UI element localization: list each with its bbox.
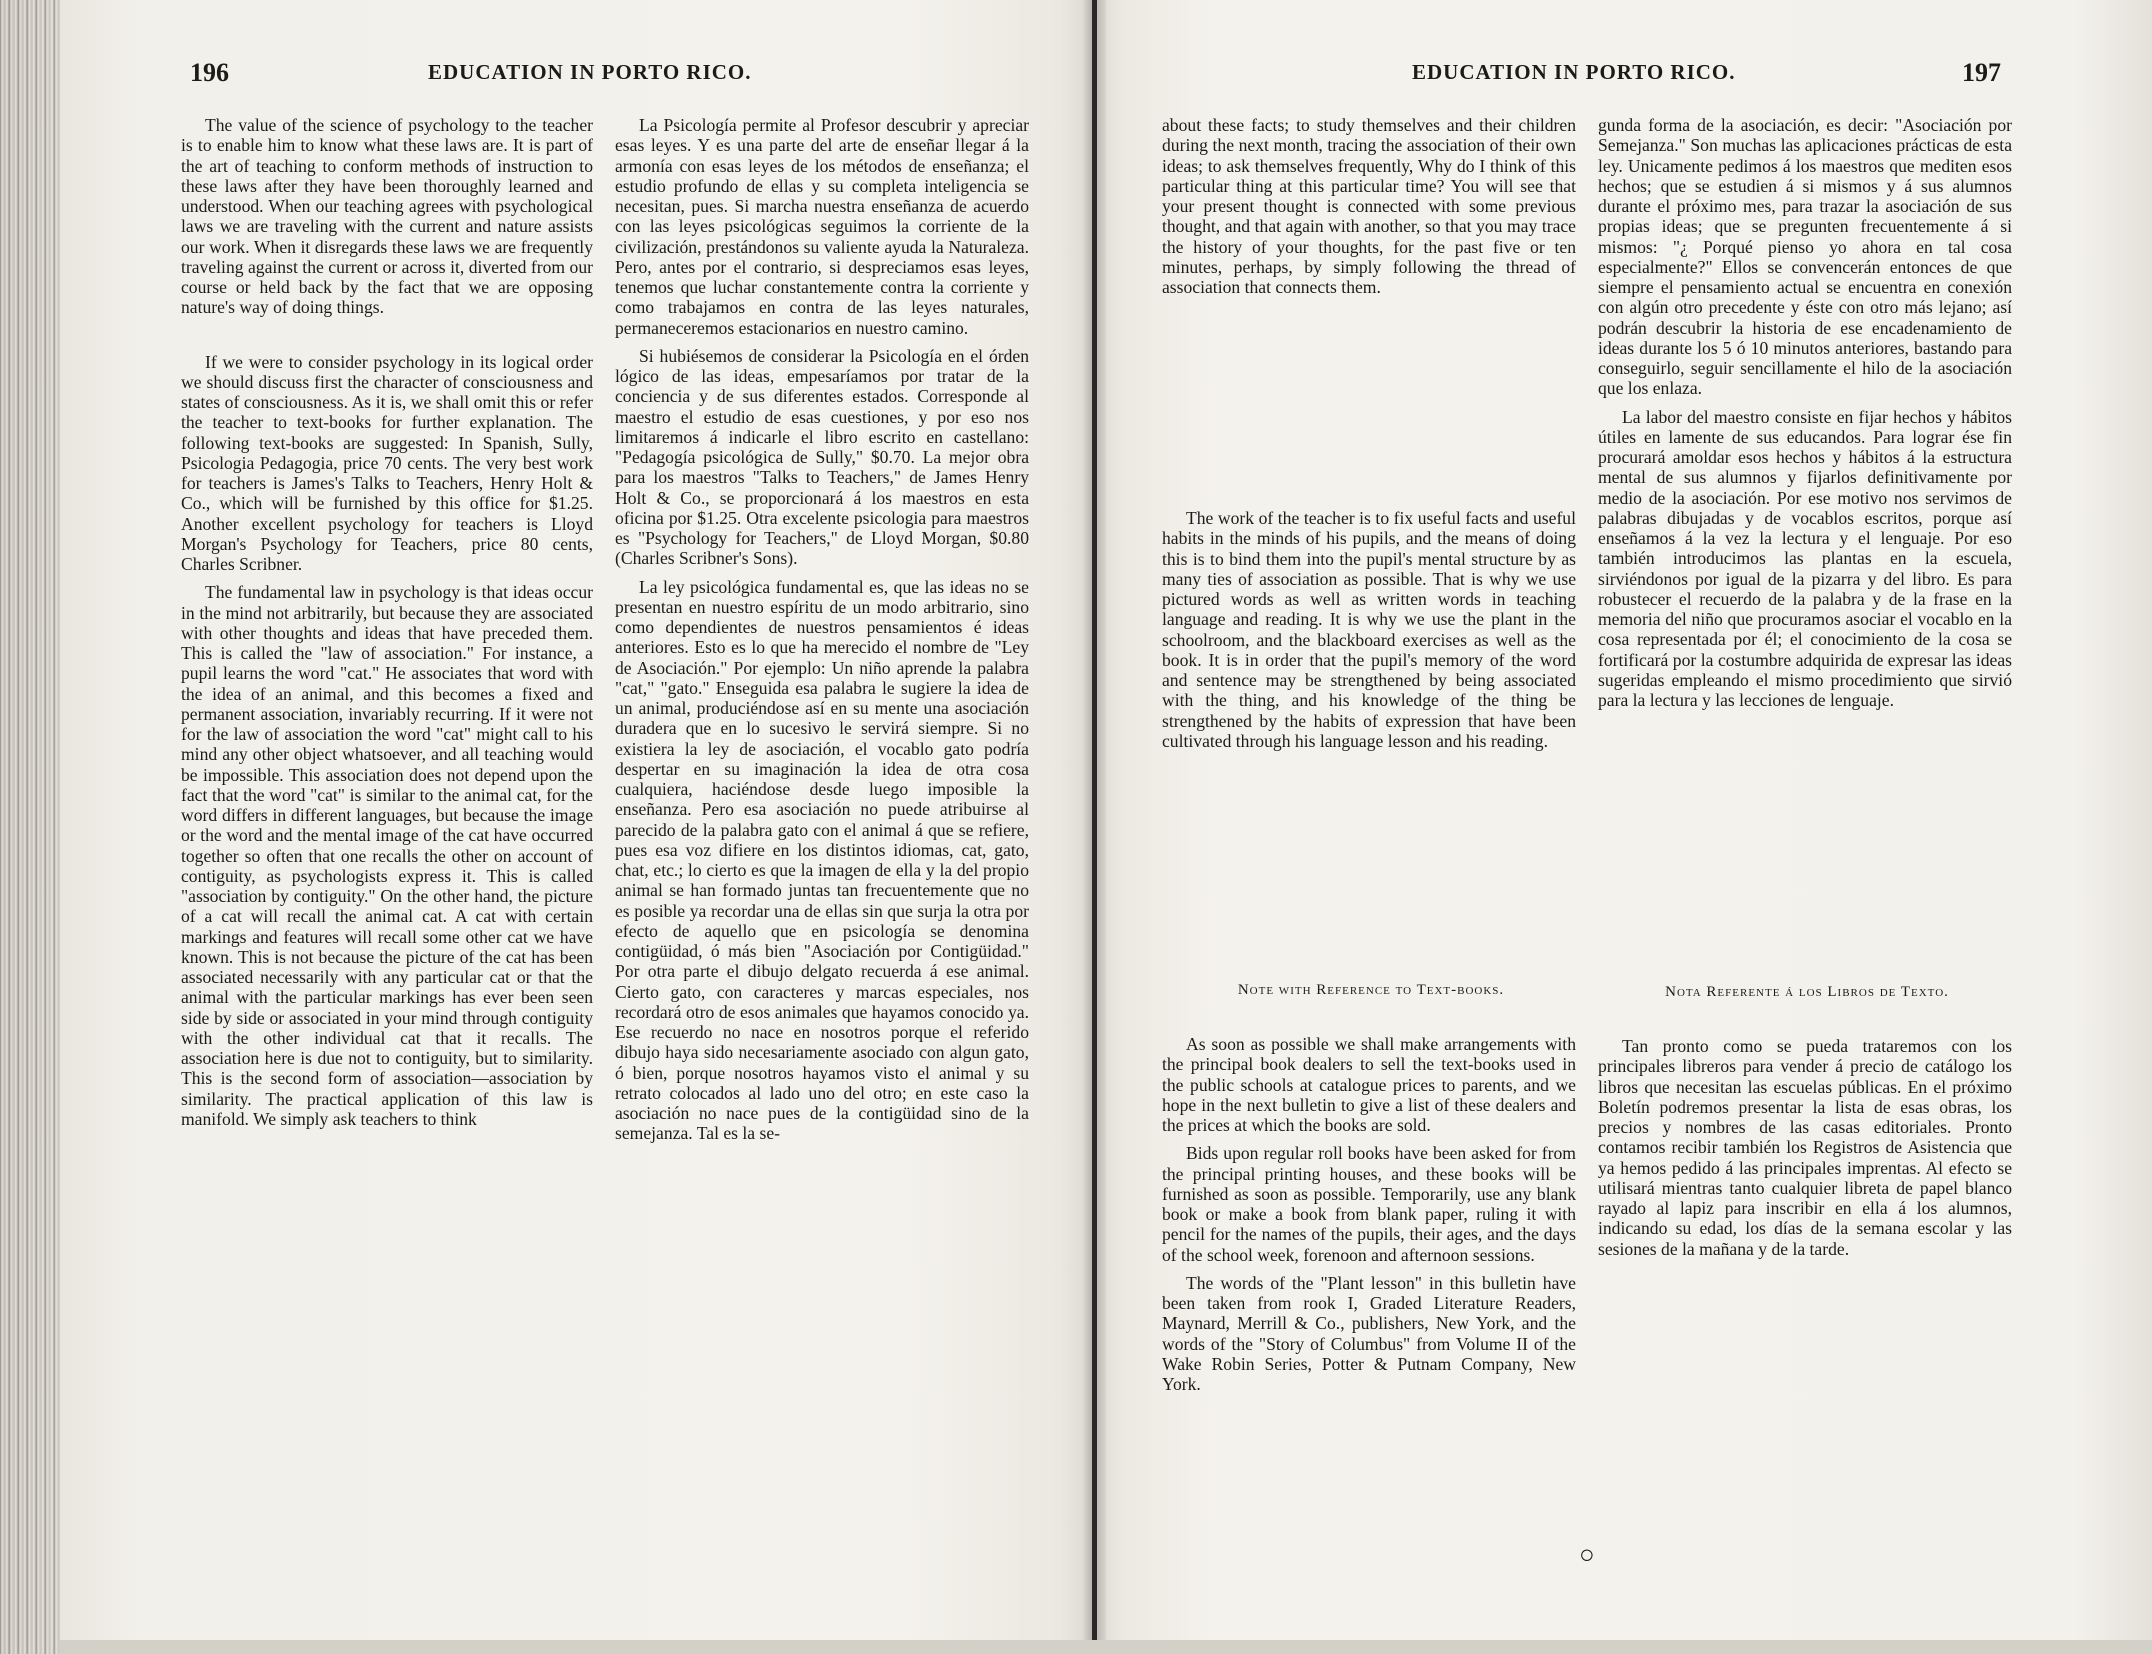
note-column-spanish — [1598, 1036, 2012, 1259]
book-edge — [0, 0, 60, 1654]
paragraph: gunda forma de la asociación, es decir: "Asociación por Semejanza." Son muchas las aplicaciones prácticas de esta ley. Unicamente pedimos á los maestros que mediten esos hechos; que se estudien á si mismos y á sus alumnos durante el próximo mes, para trazar la asociación de sus propias ideas; que se pregunten frecuentemente á si mismos: "¿ Porqué pienso yo ahora en tal cosa especialmente?" Ellos se convencerán entonces de que siempre el pensamiento actual se encuentra en conexión con algún otro precedente y éste con otro más lejano; así podrán descubrir la historia de ese encadenamiento de ideas durante los 5 ó 10 minutos anteriores, bastando para conseguirlo, seguir sencillamente el hilo de la asociación que los enlaza. — [1598, 115, 2012, 399]
running-head-right: EDUCATION IN PORTO RICO. — [1412, 60, 1736, 84]
paragraph: Tan pronto como se pueda trataremos con los principales libreros para vender á precio de catálogo los libros que necesitan las escuelas públicas. En el próximo Boletín podremos presentar la lista de esas obras, los precios y nombres de las casas editoriales. Pronto contamos recibir también los Registros de Asistencia que ya hemos pedido á las principales imprentas. Al efecto se utilisará mientras tanto cualquier libreta de papel blanco rayado al lapiz para inscribir en ella á los alumnos, indicando su edad, los días de la semana escolar y las sesiones de la mañana y de la tarde. — [1598, 1036, 2012, 1259]
page-bottom-edge — [60, 1640, 2152, 1654]
paragraph: The value of the science of psychology to the teacher is to enable him to know what these laws are. It is part of the art of teaching to conform methods of instruction to these laws after they have been thoroughly learned and understood. When our teaching agrees with psychological laws we are traveling with the current and nature assists our work. When it disregards these laws we are frequently traveling against the current or across it, diverted from our course or held back by the fact that we are opposing nature's way of doing things. — [181, 115, 593, 318]
spanish-column-left — [615, 115, 1029, 1144]
paragraph: The words of the "Plant lesson" in this bulletin have been taken from rook I, Graded Literature Readers, Maynard, Merrill & Co., publishers, New York, and the words of the "Story of Columbus" from Volume II of the Wake Robin Series, Potter & Putnam Company, New York. — [1162, 1272, 1576, 1394]
note-column-english — [1162, 1034, 1576, 1394]
english-column-right-lower — [1162, 508, 1576, 751]
paragraph: If we were to consider psychology in its logical order we should discuss first the character of consciousness and states of consciousness. As it is, we shall omit this or refer the teacher to text-books for further explanation. The following text-books are suggested: In Spanish, Sully, Psicologia Pedagogia, price 70 cents. The very best work for teachers is James's Talks to Teachers, Henry Holt & Co., which will be furnished by this office for $1.25. Another excellent psychology for teachers is Lloyd Morgan's Psychology for Teachers, price 80 cents, Charles Scribner. — [181, 351, 593, 574]
paragraph: The fundamental law in psychology is that ideas occur in the mind not arbitrarily, but because they are associated with other thoughts and ideas that have preceded them. This is called the "law of association." For instance, a pupil learns the word "cat." He associates that word with the idea of an animal, and this becomes a fixed and permanent association, invariably recurring. If it were not for the law of association the word "cat" might call to his mind any other object whatsoever, and all teaching would be impossible. This association does not depend upon the fact that the word "cat" is similar to the animal cat, for the word differs in different languages, but because the image or the word and the mental image of the cat have occurred together so often that one recalls the other on account of contiguity, as psychologists express it. This is called "association by contiguity." On the other hand, the picture of a cat will recall the animal cat. A cat with certain markings and features will recall some other cat we have known. This is not because the picture of the cat has been associated necessarily with any particular cat or that the animal with the particular markings has ever been seen side by side or associated in your mind through contiguity with the other individual cat that it recalls. The association here is due not to contiguity, but to similarity. This is the second form of association—association by similarity. The practical application of this law is manifold. We simply ask teachers to think — [181, 582, 593, 1129]
paragraph: Si hubiésemos de considerar la Psicología en el órden lógico de las ideas, empesaríamos por tratar de la conciencia y de sus diferentes estados. Corresponde al maestro el estudio de esas cuestiones, y por eso nos limitaremos á indicarle el libro escrito en castellano: "Pedagogía psicológica de Sully," $0.70. La mejor obra para los maestros "Talks to Teachers," de James Henry Holt & Co., se proporcionará á los maestros en esta oficina por $1.25. Otra excelente psicologia para maestros es "Psychology for Teachers," de Lloyd Morgan, $0.80 (Charles Scribner's Sons). — [615, 345, 1029, 569]
note-heading-english: Note with Reference to Text-books. — [1237, 982, 1505, 998]
book-spine — [1092, 0, 1097, 1654]
spanish-column-right — [1598, 115, 2012, 710]
english-column-left — [181, 115, 593, 1129]
english-column-right — [1162, 115, 1576, 297]
right-page — [1096, 0, 2152, 1654]
paragraph: about these facts; to study themselves and their children during the next month, tracing the association of their own ideas; to ask themselves frequently, Why do I think of this particular thing at this particular time? You will see that your present thought is connected with some previous thought, and that again with another, so that you may trace the history of your thoughts, for the past five or ten minutes, perhaps, by simply following the thread of association that connects them. — [1162, 115, 1576, 297]
running-head-left: EDUCATION IN PORTO RICO. — [428, 60, 752, 84]
paragraph: La labor del maestro consiste en fijar hechos y hábitos útiles en lamente de sus educandos. Para lograr ése fin procurará amoldar esos hechos y hábitos á la estructura mental de sus alumnos y fijarlos definitivamente por medio de la asociación. Por ese motivo nos servimos de palabras dibujadas y de vocablos escritos, porque así enseñamos á la vez la lectura y el lenguaje. Por eso también introducimos las plantas en la escuela, sirviéndonos por igual de la pizarra y del libro. Es para robustecer el recuerdo de la palabra y de la frase en la memoria del niño que procuramos asociar el vocablo en la cosa representada por él; el conocimiento de la cosa se fortificará por la costumbre adquirida de expresar las ideas sugeridas empleando el mismo procedimiento que sirvió para la lectura y las lecciones de lenguaje. — [1598, 406, 2012, 710]
paragraph: The work of the teacher is to fix useful facts and useful habits in the minds of his pupils, and the means of doing this is to bind them into the pupil's mental structure by as many ties of association as possible. That is why we use pictured words as well as written words in teaching language and reading. It is why we use the plant in the schoolroom, and the blackboard exercises as well as the book. It is in order that the pupil's memory of the word and sentence may be strengthened by being associated with the thing, and his knowledge of the thing be strengthened by the habits of expression that have been cultivated through his language lesson and his reading. — [1162, 508, 1576, 751]
paragraph: La ley psicológica fundamental es, que las ideas no se presentan en nuestro espíritu de un modo arbitrario, sino como dependientes de nuestros pensamientos é ideas anteriores. Esto es lo que ha merecido el nombre de "Ley de Asociación." Por ejemplo: Un niño aprende la palabra "cat," "gato." Enseguida esa palabra le sugiere la idea de un animal, produciéndose así en su mente una asociación duradera que en lo sucesivo le servirá siempre. Si no existiera la ley de asociación, el vocablo gato podría despertar en su imaginación la idea de otra cosa cualquiera, haciéndose desde luego imposible la enseñanza. Pero esa asociación no puede atribuirse al parecido de la palabra gato con el animal á que se refiere, pues esa voz difiere en los distintos idiomas, cat, gato, chat, etc.; lo cierto es que la imagen de ella y la del propio animal se han formado juntas tan frecuentemente que no es posible ya recordar una de ellas sin que surja la otra por efecto de aquello que en psicología se denomina contigüidad, ó más bien "Asociación por Contigüidad." Por otra parte el dibujo delgato recuerda á ese animal. Cierto gato, con caracteres y marcas especiales, nos recordará otro de esos animales que hayamos conocido ya. Ese recuerdo no nace en nosotros porque el referido dibujo haya sido necesariamente asociado con algun gato, ó bien, porque nosotros hayamos visto el animal y su retrato colocados al lado uno del otro; en este caso la asociación no nace pues de la contigüidad sino de la semejanza. Tal es la se- — [615, 576, 1029, 1144]
ornament-circle-icon: ○ — [1579, 1540, 1595, 1569]
paragraph: La Psicología permite al Profesor descubrir y apreciar esas leyes. Y es una parte del arte de enseñar llegar á la armonía con esas leyes de los métodos de enseñanza; el estudio profundo de ellas y su completa inteligencia se necesitan, pues. Si marcha nuestra enseñanza de acuerdo con las leyes psicológicas seguimos la corriente de la civilización, prestándonos su valiente ayuda la Naturaleza. Pero, antes por el contrario, si despreciamos esas leyes, tenemos que luchar constantemente contra la corriente y como trabajamos en contra de las leyes naturales, permaneceremos estacionarios en nuestro camino. — [615, 115, 1029, 338]
page-number-left: 196 — [190, 58, 229, 87]
paragraph: Bids upon regular roll books have been asked for from the principal printing houses, and these books will be furnished as soon as possible. Temporarily, use any blank book or make a book from blank paper, ruling it with pencil for the names of the pupils, their ages, and the days of the school week, forenoon and afternoon sessions. — [1162, 1143, 1576, 1265]
note-heading-spanish: Nota Referente á los Libros de Texto. — [1665, 984, 1949, 1000]
page-number-right: 197 — [1962, 58, 2001, 87]
paragraph: As soon as possible we shall make arrangements with the principal book dealers to sell the text-books used in the public schools at catalogue prices to parents, and we hope in the next bulletin to give a list of these dealers and the prices at which the books are sold. — [1162, 1034, 1576, 1135]
